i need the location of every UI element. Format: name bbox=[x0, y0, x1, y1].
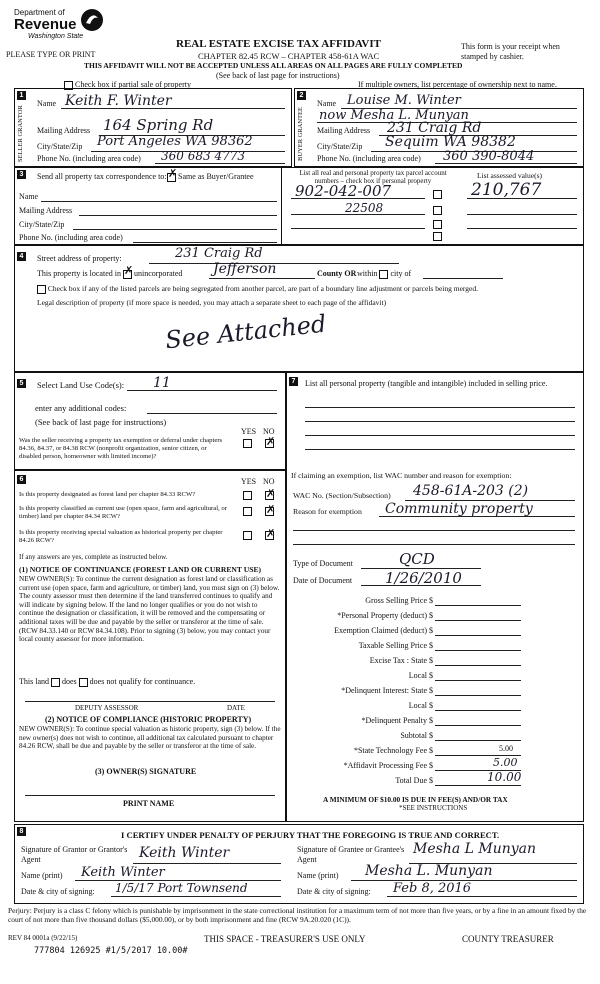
yes-label: YES bbox=[241, 477, 257, 486]
corr-name-label: Name bbox=[19, 192, 39, 201]
within-row bbox=[357, 269, 411, 279]
seller-phone-field[interactable]: 360 683 4773 bbox=[161, 149, 245, 163]
personal-property-label: List all personal property (tangible and intangible) included in selling price. bbox=[305, 379, 548, 388]
street-address-label: Street address of property: bbox=[37, 254, 122, 263]
section-1-seller bbox=[14, 88, 292, 167]
logo-line1: Department of bbox=[14, 8, 65, 17]
fee-label: *State Technology Fee $ bbox=[353, 746, 433, 755]
fee-row bbox=[287, 683, 433, 698]
corr-city-label: City/State/Zip bbox=[19, 220, 65, 229]
section-number: 4 bbox=[17, 252, 26, 261]
multiple-owners-note: If multiple owners, list percentage of ownership next to name. bbox=[358, 80, 557, 89]
assessed-header: List assessed value(s) bbox=[477, 171, 542, 180]
fee-row bbox=[287, 773, 433, 788]
this-land-label: This land bbox=[19, 677, 49, 686]
grantee-name-print-label: Name (print) bbox=[297, 871, 339, 880]
seller-mail-field[interactable]: 164 Spring Rd bbox=[103, 116, 214, 134]
section-number: 8 bbox=[17, 827, 26, 836]
corr-phone-label: Phone No. (including area code) bbox=[19, 233, 123, 242]
located-in-row bbox=[37, 264, 183, 279]
dor-logo bbox=[14, 8, 104, 46]
doc-type-label: Type of Document bbox=[293, 559, 353, 568]
no-label: NO bbox=[263, 477, 275, 486]
same-as-buyer-label: Same as Buyer/Grantee bbox=[178, 172, 254, 181]
section-number: 2 bbox=[297, 91, 306, 100]
fee-row bbox=[287, 668, 433, 683]
exemption-question: Was the seller receiving a property tax exemption or deferral under chapters 84.36, 84.37, or 84.38 RCW (nonprofit organization, senior citizen, or disabled person, homeowner with limited income)? bbox=[19, 437, 223, 460]
buyer-city-field[interactable]: Sequim WA 98382 bbox=[385, 134, 516, 150]
form-title: REAL ESTATE EXCISE TAX AFFIDAVIT bbox=[176, 38, 381, 50]
section-4-property bbox=[14, 245, 584, 372]
legal-description-field[interactable]: See Attached bbox=[163, 309, 328, 355]
parcel-header: List all real and personal property tax parcel account numbers – check box if personal property bbox=[299, 169, 447, 185]
date-label: DATE bbox=[227, 704, 245, 712]
fee-label: Total Due $ bbox=[395, 776, 433, 785]
doc-date-field[interactable]: 1/26/2010 bbox=[385, 569, 462, 587]
land-use-field[interactable]: 11 bbox=[153, 375, 171, 391]
fee-label: Gross Selling Price $ bbox=[365, 596, 433, 605]
doc-type-field[interactable]: QCD bbox=[399, 550, 435, 568]
see-back-label: (See back of last page for instructions) bbox=[35, 417, 167, 427]
unincorporated-label: unincorporated bbox=[133, 269, 183, 278]
parcel-3-personal-checkbox[interactable] bbox=[433, 220, 442, 229]
exemption-claim-label: If claiming an exemption, list WAC number and reason for exemption: bbox=[291, 471, 512, 480]
perjury-statement: Perjury: Perjury is a class C felony which is punishable by imprisonment in the state correctional institution for a maximum term of not more than five years, or by a fine in an amount fixed by the court of not more than five thousand dollars ($5,000.00), or by both imprisonment and fine (RCW 9A.20.020 (1C)). bbox=[8, 906, 587, 924]
does-not-checkbox[interactable] bbox=[79, 678, 88, 687]
exemption-yes-checkbox[interactable] bbox=[243, 439, 252, 448]
county-or-label: County OR bbox=[317, 269, 357, 278]
grantor-signature-field[interactable]: Keith Winter bbox=[139, 845, 230, 861]
fee-row bbox=[287, 593, 433, 608]
section-6-designation bbox=[14, 470, 286, 822]
buyer-phone-label: Phone No. (including area code) bbox=[317, 154, 421, 163]
logo-line2: Revenue bbox=[14, 16, 77, 33]
unincorporated-checkbox[interactable] bbox=[123, 264, 134, 279]
yes-label: YES bbox=[241, 427, 257, 436]
within-city-checkbox[interactable] bbox=[379, 270, 388, 279]
fee-row bbox=[287, 638, 433, 653]
county-field[interactable]: Jefferson bbox=[213, 261, 277, 277]
check-mark-icon: ✗ bbox=[266, 488, 276, 500]
form-revision: REV 84 0001a (9/22/15) bbox=[8, 934, 78, 942]
buyer-grantee-label: BUYER GRANTEE bbox=[297, 107, 304, 161]
seller-mail-label: Mailing Address bbox=[37, 126, 91, 135]
segregated-row bbox=[37, 284, 478, 294]
see-instructions-note: *SEE INSTRUCTIONS bbox=[399, 804, 468, 812]
fee-label: Local $ bbox=[408, 701, 433, 710]
grantee-date-field[interactable]: Feb 8, 2016 bbox=[393, 881, 472, 896]
receipt-note: This form is your receipt when stamped by cashier. bbox=[461, 42, 560, 61]
does-label: does bbox=[62, 677, 77, 686]
fee-row bbox=[287, 728, 433, 743]
section-3-correspondence bbox=[14, 167, 584, 245]
please-type: PLEASE TYPE OR PRINT bbox=[6, 50, 96, 59]
county-treasurer-label: COUNTY TREASURER bbox=[462, 934, 554, 944]
doc-date-label: Date of Document bbox=[293, 576, 353, 585]
check-mark-icon: ✗ bbox=[168, 167, 178, 180]
check-mark-icon: ✗ bbox=[266, 436, 276, 448]
fee-label: *Personal Property (deduct) $ bbox=[337, 611, 433, 620]
form-warning: THIS AFFIDAVIT WILL NOT BE ACCEPTED UNLESS ALL AREAS ON ALL PAGES ARE FULLY COMPLETED bbox=[84, 61, 463, 70]
fee-label: *Delinquent Penalty $ bbox=[361, 716, 433, 725]
parcel-1-personal-checkbox[interactable] bbox=[433, 190, 442, 199]
section-8-certification bbox=[14, 824, 584, 904]
reason-field[interactable]: Community property bbox=[385, 501, 533, 517]
fee-row bbox=[287, 713, 433, 728]
does-checkbox[interactable] bbox=[51, 678, 60, 687]
fee-label: Taxable Selling Price $ bbox=[358, 641, 433, 650]
check-mark-icon: ✗ bbox=[123, 264, 134, 277]
historic-yes-checkbox[interactable] bbox=[243, 531, 252, 540]
buyer-city-label: City/State/Zip bbox=[317, 142, 363, 151]
fee-label: Exemption Claimed (deduct) $ bbox=[334, 626, 433, 635]
treasurer-use-only: THIS SPACE - TREASURER'S USE ONLY bbox=[204, 934, 366, 944]
see-instructions: (See back of last page for instructions) bbox=[216, 71, 340, 80]
section-number: 7 bbox=[289, 377, 298, 386]
grantee-signature-field[interactable]: Mesha L Munyan bbox=[413, 841, 537, 857]
city-of-label: city of bbox=[390, 269, 412, 278]
fee-label: Excise Tax : State $ bbox=[369, 656, 433, 665]
state-tech-fee-value: 5.00 bbox=[499, 744, 513, 753]
section-number: 1 bbox=[17, 91, 26, 100]
fee-label: *Affidavit Processing Fee $ bbox=[343, 761, 433, 770]
buyer-phone-field[interactable]: 360 390-8044 bbox=[443, 149, 535, 164]
fee-row bbox=[287, 653, 433, 668]
within-label: within bbox=[357, 269, 378, 278]
fee-table bbox=[287, 593, 583, 791]
fee-row bbox=[287, 608, 433, 623]
forest-yes-checkbox[interactable] bbox=[243, 491, 252, 500]
grantor-name-print-label: Name (print) bbox=[21, 871, 63, 880]
exemption-no-checkbox[interactable] bbox=[265, 436, 276, 448]
if-any-yes-note: If any answers are yes, complete as instructed below. bbox=[19, 553, 168, 561]
grantor-date-label: Date & city of signing: bbox=[21, 887, 95, 896]
buyer-name-label: Name bbox=[317, 99, 337, 108]
section-number: 5 bbox=[17, 379, 26, 388]
partial-sale-label: Check box if partial sale of property bbox=[75, 80, 191, 89]
additional-codes-label: enter any additional codes: bbox=[35, 403, 127, 413]
section-number: 3 bbox=[17, 170, 26, 179]
fee-row bbox=[287, 758, 433, 773]
owner-signature-label: (3) OWNER(S) SIGNATURE bbox=[95, 767, 197, 776]
fee-label: *Delinquent Interest: State $ bbox=[341, 686, 433, 695]
notice-compliance-title: (2) NOTICE OF COMPLIANCE (HISTORIC PROPERTY) bbox=[45, 715, 252, 724]
current-use-question: Is this property classified as current use (open space, farm and agricultural, or timber) land per chapter 84.34 RCW? bbox=[19, 505, 227, 520]
legal-description-label: Legal description of property (if more space is needed, you may attach a separate sheet to each page of the affidavit) bbox=[37, 298, 387, 307]
reason-label: Reason for exemption bbox=[293, 507, 362, 516]
notice-continuance-title: (1) NOTICE OF CONTINUANCE (FOREST LAND OR CURRENT USE) bbox=[19, 565, 262, 574]
seller-grantor-label: SELLER GRANTOR bbox=[17, 105, 24, 163]
fee-row bbox=[287, 698, 433, 713]
grantee-signature-label: Signature of Grantee or Grantee's Agent bbox=[297, 845, 405, 864]
grantor-name-print-field[interactable]: Keith Winter bbox=[81, 865, 165, 880]
historic-no-checkbox[interactable] bbox=[265, 528, 276, 540]
same-as-buyer-row bbox=[167, 167, 254, 182]
qualify-label: qualify for continuance. bbox=[118, 677, 196, 686]
same-as-buyer-checkbox[interactable] bbox=[167, 167, 178, 182]
grantor-signature-label: Signature of Grantor or Grantor's Agent bbox=[21, 845, 128, 864]
parcel-4-personal-checkbox[interactable] bbox=[433, 232, 442, 241]
section-5-land-use bbox=[14, 372, 286, 470]
grantor-date-field[interactable]: 1/5/17 Port Townsend bbox=[115, 881, 248, 895]
forest-land-question: Is this property designated as forest land per chapter 84.33 RCW? bbox=[19, 491, 196, 498]
seller-city-label: City/State/Zip bbox=[37, 142, 83, 151]
does-not-label: does not bbox=[89, 677, 117, 686]
wac-label: WAC No. (Section/Subsection) bbox=[293, 491, 391, 500]
fee-label: Subtotal $ bbox=[400, 731, 433, 740]
notice-continuance-body: NEW OWNER(S): To continue the current designation as forest land or classification as current use (open space, farm and agriculture, or timber) land, you must sign on (3) below. The county assessor must then determine if the land transferred continues to qualify and will indicate by signing below. If the land no longer qualifies or you do not wish to continue the designation or classification, it will be removed and the compensating or additional taxes will be due and payable by the seller or transferor at the time of sale. (RCW 84.33.140 or RCW 84.34.108). Prior to signing (3) below, you may contact your local county assessor for more information. bbox=[19, 575, 280, 644]
fee-row bbox=[287, 743, 433, 758]
parcel-number-2[interactable]: 22508 bbox=[345, 201, 384, 215]
forest-no-checkbox[interactable] bbox=[265, 488, 276, 500]
deputy-assessor-label: DEPUTY ASSESSOR bbox=[75, 704, 139, 712]
grantee-name-print-field[interactable]: Mesha L. Munyan bbox=[365, 863, 493, 879]
corr-mail-label: Mailing Address bbox=[19, 206, 73, 215]
historic-question: Is this property receiving special valuation as historical property per chapter 84.26 RCW? bbox=[19, 529, 223, 544]
notice-compliance-body: NEW OWNER(S): To continue special valuation as historic property, sign (3) below. If the new owner(s) does not wish to continue, all additional tax calculated pursuant to chapter 84.26 RCW, shall be due and payable by the seller or transferor at the time of sale. bbox=[19, 725, 281, 751]
seller-name-field[interactable]: Keith F. Winter bbox=[65, 93, 172, 109]
receipt-stamp: 777804 126925 #1/5/2017 10.00# bbox=[34, 946, 188, 956]
assessed-value-1[interactable]: 210,767 bbox=[471, 180, 542, 200]
send-correspondence-label: Send all property tax correspondence to: bbox=[37, 172, 167, 181]
section-number: 6 bbox=[17, 475, 26, 484]
seller-phone-label: Phone No. (including area code) bbox=[37, 154, 141, 163]
minimum-due-note: A MINIMUM OF $10.00 IS DUE IN FEE(S) AND/OR TAX bbox=[323, 795, 508, 804]
buyer-mail-label: Mailing Address bbox=[317, 126, 371, 135]
land-use-label: Select Land Use Code(s): bbox=[37, 380, 125, 390]
fee-row bbox=[287, 623, 433, 638]
seller-name-label: Name bbox=[37, 99, 57, 108]
continuance-row bbox=[19, 677, 195, 687]
total-due-value[interactable]: 10.00 bbox=[487, 770, 522, 784]
section-2-buyer bbox=[294, 88, 584, 167]
current-use-no-checkbox[interactable] bbox=[265, 504, 276, 516]
street-address-field[interactable]: 231 Craig Rd bbox=[175, 246, 263, 261]
affidavit-fee-value[interactable]: 5.00 bbox=[493, 756, 518, 769]
segregated-label: Check box if any of the listed parcels are being segregated from another parcel, are part of a boundary line adjustment or parcels being merged. bbox=[47, 284, 478, 293]
certify-statement: I CERTIFY UNDER PENALTY OF PERJURY THAT THE FOREGOING IS TRUE AND CORRECT. bbox=[121, 830, 500, 840]
parcel-2-personal-checkbox[interactable] bbox=[433, 206, 442, 215]
buyer-mail-field[interactable]: 231 Craig Rd bbox=[387, 120, 482, 136]
buyer-name2-field[interactable]: now Mesha L. Munyan bbox=[319, 108, 469, 123]
check-mark-icon: ✗ bbox=[266, 528, 276, 540]
located-in-label: This property is located in bbox=[37, 269, 121, 278]
seller-city-field[interactable]: Port Angeles WA 98362 bbox=[97, 134, 253, 149]
print-name-label: PRINT NAME bbox=[123, 799, 175, 808]
grantee-date-label: Date & city of signing: bbox=[297, 887, 371, 896]
fee-label: Local $ bbox=[408, 671, 433, 680]
logo-line3: Washington State bbox=[28, 33, 84, 40]
current-use-yes-checkbox[interactable] bbox=[243, 507, 252, 516]
no-label: NO bbox=[263, 427, 275, 436]
section-7-financial bbox=[286, 372, 584, 822]
buyer-name-field[interactable]: Louise M. Winter bbox=[347, 93, 461, 108]
wac-field[interactable]: 458-61A-203 (2) bbox=[413, 483, 529, 499]
dor-emblem-icon bbox=[80, 8, 104, 32]
segregated-checkbox[interactable] bbox=[37, 285, 46, 294]
form-chapter: CHAPTER 82.45 RCW – CHAPTER 458-61A WAC bbox=[198, 51, 380, 61]
check-mark-icon: ✗ bbox=[266, 504, 276, 516]
parcel-number-1[interactable]: 902-042-007 bbox=[295, 182, 392, 200]
